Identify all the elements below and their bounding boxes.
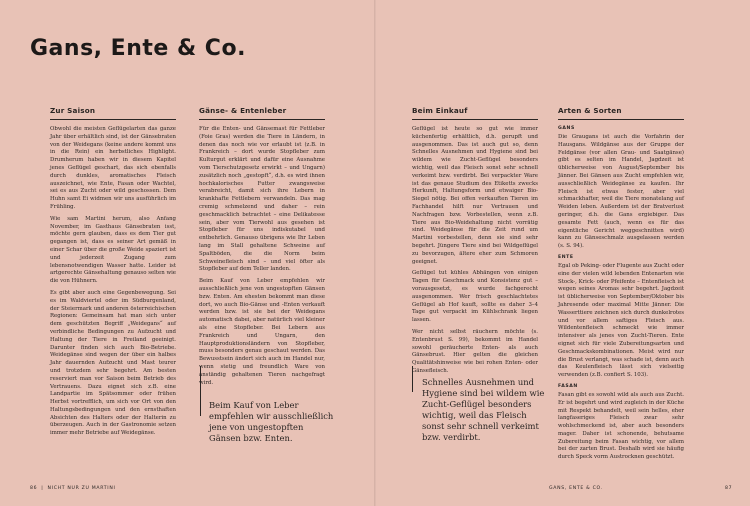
paragraph: Geflügel ist heute so gut wie immer küchenfertig erhältlich, d.h. gerupft und ausgenommen. Das ist auch gut so, denn Schnelles Ausnehmen und Hygiene sind bei wildem wie Zucht-Geflügel besonders wichtig, weil das Fleisch sonst sehr schnell verkeimt bzw. verdirbt. Bei verpackter Ware ist das genaue Studium des Etiketts zwecks Herkunft, Haltungsform und etwaiger Bio-Siegel nötig. Bei offen verkauften Tieren im Fachhandel hilft nur Vertrauen und Nachfragen bzw. Vorbestellen, wenn z.B. Tiere aus Bio-Weidehaltung nicht vorrätig sind. Weidegänse für die Zeit rund um Martini vorbestellen, denn sie sind sehr begehrt. Jüngere Tiere sind bei Wildgeflügel zu bevorzugen, ältere eher zum Schmoren geeignet. xyxy=(412,126,538,265)
paragraph: Egal ob Peking- oder Flugente aus Zucht oder eine der vielen wild lebenden Entenarten wie Stock-, Krick- oder Pfeifente – Entenfleisch ist wegen seines Aromas sehr begehrt. Jagdzeit ist üblicherweise von September/Oktober bis Jahresende oder maximal Mitte Jänner. Die Wasserttiere zeichnen sich durch dunkelrotes und vor allem saftiges Fleisch aus. Wildentenfleisch schmeckt wie immer intensiver als jenes von Zucht-Tieren. Ente eignet sich für viele Zubereitungsarten und Geschmackskombinationen. Meist wird nur die Brust verlangt, was schade ist, denn auch das Keulenfleisch lässt sich vielseitig verwenden (z.B. confiert S. 103). xyxy=(558,262,684,379)
column-arten-sorten xyxy=(558,106,684,462)
pull-quote-rule xyxy=(412,366,413,392)
section-heading: Arten & Sorten xyxy=(558,106,684,120)
column-gaense-entenleber xyxy=(199,106,325,387)
subheading-fasan: FASAN xyxy=(558,383,578,389)
column-zur-saison xyxy=(50,106,176,438)
subheading-ente: ENTE xyxy=(558,254,574,260)
section-heading: Gänse- & Entenleber xyxy=(199,106,325,120)
paragraph: Für die Enten- und Gänsemast für Fettleber (Foie Gras) werden die Tiere in Ländern, in denen das noch wie vor erlaubt ist (z.B. in Frankreich – dort wurde Stopfleber zum Kulturgut erklärt und dafür eine Ausnahme vom Tierschutzgesetz erwirkt – und Ungarn) zusätzlich noch „gestopft“, d.h. es wird ihnen hochkalorisches Futter zwangsweise verabreicht, damit sich ihre Lebern in krankhafte Fettlebern verwandeln. Das mag cremig schmelzend und daher – rein geschmacklich betrachtet – eine Delikatesse sein, aber vom Tierwohl aus gesehen ist Stopfleber für uns indiskutabel und entbehrlich. Genauso übrigens wie Ihr Leben lang im Stall gehaltene Schweine auf Spaltböden, die die Norm beim Schweinefleisch sind – und viel öfter als Stopfleber auf dem Teller landen. xyxy=(199,126,325,273)
page-title: Gans, Ente & Co. xyxy=(30,36,246,61)
section-heading: Beim Einkauf xyxy=(412,106,538,120)
section-heading: Zur Saison xyxy=(50,106,176,120)
paragraph: Wer nicht selbst räuchern möchte (s. Entenbrust S. 99), bekommt im Handel sowohl geräucherte Enten- als auch Gänsebrust. Hier gelten die gleichen Qualitätshinweise wie bei rohen Enten- oder Gänsefleisch. xyxy=(412,328,538,374)
footer-left xyxy=(30,486,116,491)
pull-quote-leber: Beim Kauf von Leber empfehlen wir ausschließlich jene von ungestopften Gänsen bzw. Enten. xyxy=(209,400,334,443)
paragraph: Es gibt aber auch eine Gegenbewegung. Sei es im Waldviertel oder im Südburgenland, der Steiermark und anderen österreichischen Regionen: Gemeinsam hat man sich unter dem geschützten Begriff „Weidegans“ auf verbindliche Bedingungen zu Aufzucht und Haltung der Tiere in Freiland geeinigt. Darunter finden sich auch Bio-Betriebe. Weidegänse sind wegen der über ein halbes Jahr dauernden Aufzucht und Mast teurer und trotzdem sehr begehrt. Am besten reserviert man vor Saison beim Betrieb des Vertrauens. Dazu eignet sich z.B. eine Landpartie im Spätsommer oder frühen Herbst vortrefflich, um sich vor Ort von den Haltungsbedingungen und den ernsthaften Absichten des Halters oder der Halterin zu überzeugen. Auch in der Gastronomie setzen immer mehr Betriebe auf Weidegänse. xyxy=(50,289,176,437)
column-beim-einkauf xyxy=(412,106,538,376)
footer-separator: | xyxy=(41,486,44,491)
page-gutter xyxy=(374,0,376,506)
subheading-gans: GANS xyxy=(558,126,575,131)
page-number-left: 86 xyxy=(30,486,38,491)
paragraph: Obwohl die meisten Geflügelarten das ganze Jahr über erhältlich sind, ist der Gänsebraten von der Weidegans (keine andere kommt uns in die Rein) ein herbstliches Highlight. Drumherum haben wir in diesem Kapitel jenes Geflügel geschart, das sich ebenfalls durch dunkles, aromatisches Fleisch auszeichnet, wie Ente, Fasan oder Wachtel, sei es aus Zucht oder wild geschossen. Dem Huhn samt Ei widmen wir uns ausführlich im Frühling. xyxy=(50,126,176,210)
paragraph: Die Graugans ist auch die Vorfahrin der Hausgans. Wildgänse aus der Gruppe der Feldgänse (vor allen Grau- und Saatgänse) gibt es selten im Handel, Jagdzeit ist üblicherweise von August/September bis Jänner. Bei Gänsen aus Zucht empfehlen wir, ausschließlich Weidegänse zu kaufen. Ihr Fleisch ist etwas fester, aber viel schmackhafter, weil die Tiere monatelang auf Weiden leben. Außerdem ist der Bratverlust geringer, d.h. die Gans ergiebiger. Das gesamte Fett (auch, wenn es für das eigentliche Gericht weggeschnitten wird) kann zu Gänseschmalz ausgelassen werden (s. S. 94). xyxy=(558,134,684,250)
paragraph: Beim Kauf von Leber empfehlen wir ausschließlich jene von ungestopften Gänsen bzw. Enten. Am ehesten bekommt man diese dort, wo auch Bio-Gänse und -Enten verkauft werden bzw. ist sie bei der Weidegans automatisch dabei, aber natürlich viel kleiner als eine Stopfleber. Bei Lebern aus Frankreich und Ungarn, den Hauptproduktionsländern von Stopfleber, muss besonders genau geschaut werden. Das Bewusstsein ändert sich auch im Handel nur, wenn stetig und freundlich Ware von anständig gehaltenen Tieren nachgefragt wird. xyxy=(199,278,325,386)
paragraph: Geflügel tut kühles Abhängen von einigen Tagen für Geschmack und Konsistenz gut – vorausgesetzt, es wurde fachgerecht ausgenommen. Wer frisch geschlachtetes Geflügel ab Hof kauft, sollte es daher 3–4 Tage gut verpackt im Kühlschrank liegen lassen. xyxy=(412,270,538,324)
paragraph: Fasan gibt es sowohl wild als auch aus Zucht. Er ist begehrt und wird zugleich in der Küche mit Respekt behandelt, weil sein helles, eher langfaseriges Fleisch zwar sehr wohlschmeckend ist, aber auch besonders mager. Daher ist schonende, behutsame Zubereitung beim Fasan wichtig, vor allem bei der zarten Brust. Deshalb wird sie häufig durch Speck vorm Austrocknen geschützt. xyxy=(558,391,684,461)
paragraph: Wie sam Martini herum, also Anfang November, im Gasthaus Gänsebraten isst, möchte gern glauben, dass es dem Tier gut gegangen ist, dass es seiner Art gemäß in einer Schar über die große Weide spaziert ist und jederzeit Zugang zum lebensnotwendigen Wasser hatte. Leider ist artgerechte Gänsehaltung genauso selten wie die von Hühnern. xyxy=(50,215,176,285)
pull-quote-rule xyxy=(200,366,201,416)
running-title-right: GANS, ENTE & CO. xyxy=(549,486,603,491)
page-number-right: 87 xyxy=(725,486,733,491)
pull-quote-hygiene: Schnelles Ausnehmen und Hygiene sind bei wildem wie Zucht-Geflügel besonders wichtig, weil das Fleisch sonst sehr schnell verkeimt bzw. verdirbt. xyxy=(422,377,545,442)
running-title-left: NICHT NUR ZU MARTINI xyxy=(47,486,116,491)
